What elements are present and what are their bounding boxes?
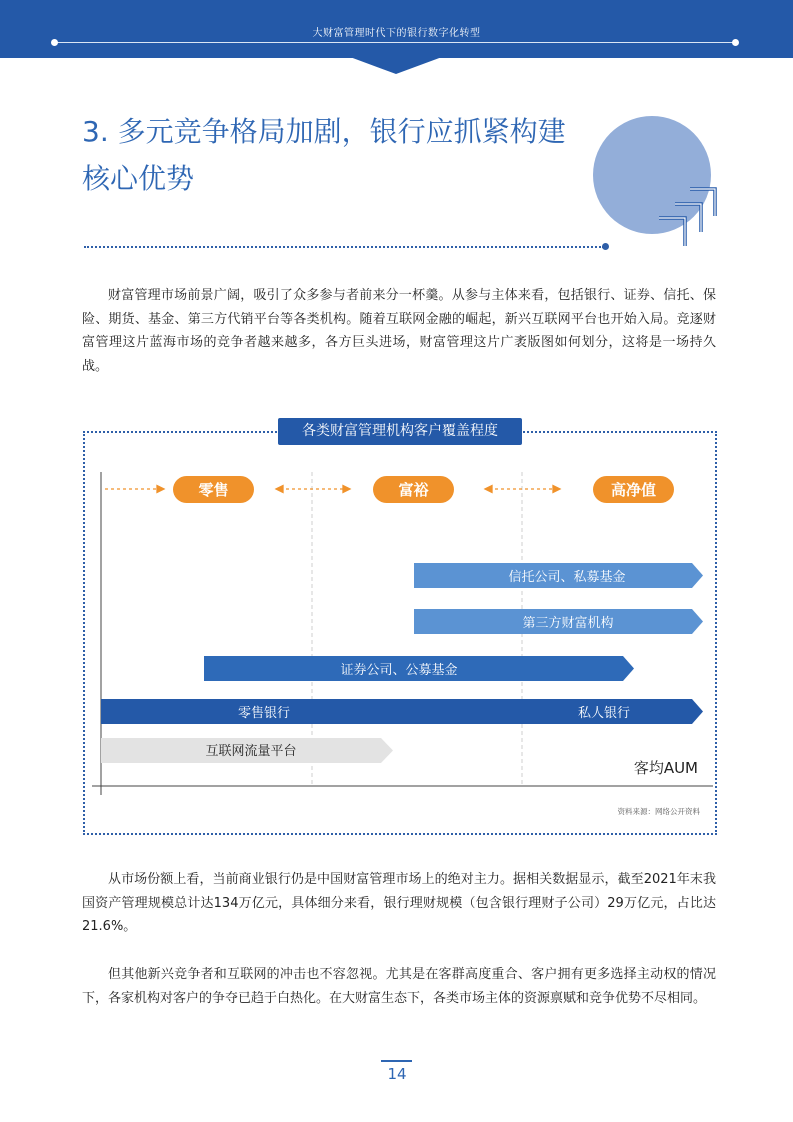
page-number: 14 xyxy=(387,1065,407,1083)
page-number-rule xyxy=(381,1060,412,1062)
section-title-line2: 核心优势 xyxy=(82,162,195,195)
bar-label-retail-bank: 零售银行 xyxy=(237,706,291,721)
header-title: 大财富管理时代下的银行数字化转型 xyxy=(312,28,481,39)
bar-label-private-bank: 私人银行 xyxy=(577,706,631,721)
section-title-line1: 3. 多元竞争格局加剧，银行应抓紧构建 xyxy=(82,115,566,148)
bar-label-internet-platform: 互联网流量平台 xyxy=(205,744,297,759)
bar-label-third-party-wealth: 第三方财富机构 xyxy=(522,616,614,631)
bar-label-securities-public-fund: 证券公司、公募基金 xyxy=(340,663,458,678)
figure-source: 资料来源：网络公开资料 xyxy=(617,807,700,816)
body-paragraph-3: 但其他新兴竞争者和互联网的冲击也不容忽视。尤其是在客群高度重合、客户拥有更多选择主动权的情况下，各家机构对客户的争夺已趋于白热化。在大财富生态下，各类市场主体的资源禀赋和竞争优势不尽相同。 xyxy=(82,967,716,1006)
body-paragraph-1: 财富管理市场前景广阔，吸引了众多参与者前来分一杯羹。从参与主体来看，包括银行、证券、信托、保险、期货、基金、第三方代销平台等各类机构。随着互联网金融的崛起，新兴互联网平台也开始入局。竞逐财富管理这片蓝海市场的竞争者越来越多，各方巨头进场，财富管理这片广袤版图如何划分，这将是一场持久战。 xyxy=(82,288,716,374)
tier-label-affluent: 富裕 xyxy=(398,481,429,499)
body-paragraph-2: 从市场份额上看，当前商业银行仍是中国财富管理市场上的绝对主力。据相关数据显示，截至2021年末我国资产管理规模总计达134万亿元，具体细分来看，银行理财规模（包含银行理财子公司）29万亿元，占比达 21.6%。 xyxy=(82,872,716,934)
figure-title: 各类财富管理机构客户覆盖程度 xyxy=(278,418,522,445)
tier-label-hnw: 高净值 xyxy=(610,481,657,499)
tier-label-retail: 零售 xyxy=(198,481,229,499)
x-axis-label: 客均AUM xyxy=(633,759,698,777)
bar-label-trust-private-fund: 信托公司、私募基金 xyxy=(508,570,626,585)
